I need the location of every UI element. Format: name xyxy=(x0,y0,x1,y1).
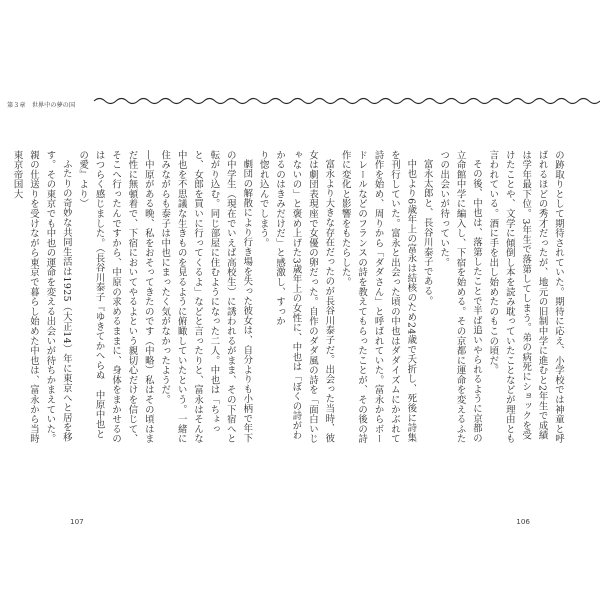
paragraph: その後、中也は、落第したことで半ば追いやられるように京都の立命館中学に編入し、下宿を始める。その京都に運命を変えるふたつの出会いが待っていた。 xyxy=(438,150,482,444)
running-head: 第３章 世界中の夢の国 xyxy=(7,102,76,109)
paragraph: ふたりの奇妙な共同生活は1925（大正14）年に東京へと居を移す。その東京でも中也の運命を変える出会いが待ちかまえていた。 xyxy=(44,150,72,444)
paragraph: の跡取りとして期待されていた。期待に応え、小学校では神童と呼ばれるほどの秀才だったが、地元の旧制中学に進むと2年生で成績は学年最下位。3年生で落第してしまう。弟の病死にショックを受けたことや、文学に傾倒し本を読み耽っていたことなどが理由とも言われている。酒に手を出し始めたのもこの頃だ。 xyxy=(487,150,564,444)
paragraph: 劇団の解散により行き場を失った彼女は、自分よりも小柄で年下の中学生（現在でいえば高校生）に誘われるがまま、その下宿へと転がり込む。同じ部屋に住むようになった二人。中也は「ちょっと、女郎を買いに行ってくるよ」などと言ったりと、富永はそんな中也を不思議な生きものを見るように俯瞰していたという。一緒に住みながらも泰子は中也にまったく気がなかったようだ。 xyxy=(159,150,253,444)
paragraph: り惚れ込んでしまう。 xyxy=(257,150,269,248)
wavy-rule xyxy=(94,95,600,107)
paragraph: 富永より大きな存在だったのが長谷川泰子だ。出会った当時、彼女は劇団表現座で女優の卵だった。自作のダダ風の詩を「面白いじゃないの」と褒め上げた3歳年上の女性に、中也は「ぼくの詩がわかるのはきみだけだ」と感激し、すっか xyxy=(274,150,335,444)
paragraph: 富永太郎と、長谷川泰子である。 xyxy=(421,159,433,307)
page-number-right: 106 xyxy=(516,517,530,526)
quotation: ―中原がある晩、私をおそってきたのです（中略）私はその頃はまだ性に無頓着で、下宿においてやるよという親切心だけを信じて、そこへ行ったんですから、中原の求めるままに、身体をまかせるのはつらく感じました。（長谷川泰子『ゆきてかへらぬ 中原中也との愛』より） xyxy=(77,150,154,444)
paragraph: 親の仕送りを受けながら東京で暮らし始めた中也は、富永から当時東京帝国大 xyxy=(11,150,39,444)
paragraph: 中也より6歳年上の富永は結核のため24歳で夭折し、死後に詩集を刊行していた。富永と出会った頃の中也はダダイズムにかぶれて詩作を始め、周りから「ダダさん」と呼ばれていた。富永からボードレールなどのフランスの詩を教えてもらったことが、その後の詩作に変化と影響をもたらした。 xyxy=(339,150,417,444)
page-number-left: 107 xyxy=(70,517,84,526)
body-text xyxy=(11,150,566,445)
